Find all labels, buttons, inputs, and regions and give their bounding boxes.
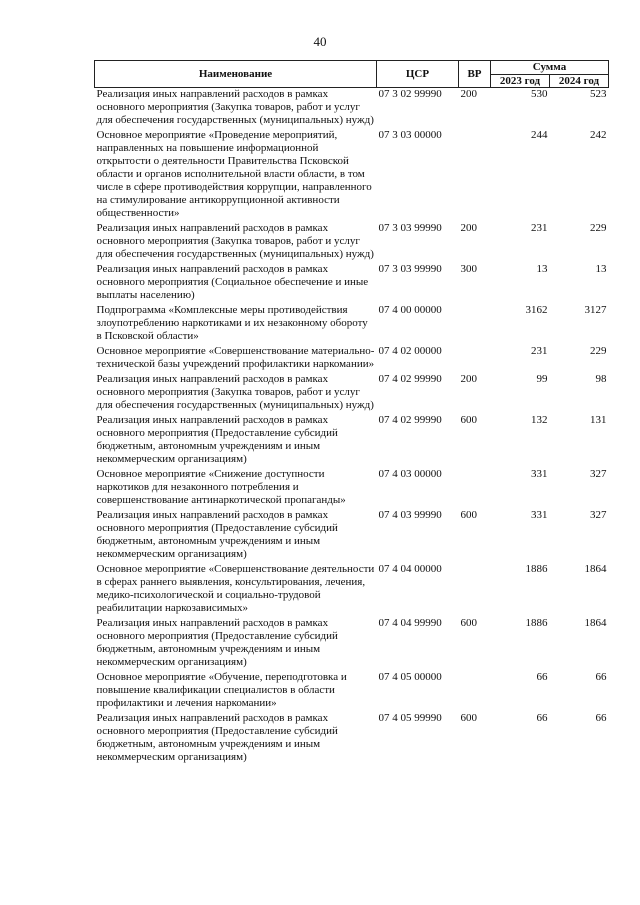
row-amount-2024: 229 <box>590 345 607 357</box>
row-vr <box>459 129 491 222</box>
row-code: 07 4 02 99990 <box>378 414 442 426</box>
table-row <box>95 345 609 373</box>
row-name: Реализация иных направлений расходов в рамках основного мероприятия (Предоставление субсидий бюджетным, автономным учреждениям и иным некоммерческим организациям) <box>96 617 338 668</box>
row-vr <box>459 304 491 345</box>
table-body <box>95 88 609 767</box>
row-code: 07 4 03 99990 <box>378 509 442 521</box>
row-amount-2023: 1886 <box>525 563 548 575</box>
row-name: Основное мероприятие «Обучение, переподготовка и повышение квалификации специалистов в области профилактики и лечения наркомании» <box>96 671 347 709</box>
budget-table <box>94 60 609 766</box>
row-amount-2023: 331 <box>531 509 548 521</box>
row-amount-2024: 3127 <box>584 304 607 316</box>
row-code: 07 4 03 00000 <box>378 468 442 480</box>
row-amount-2024: 327 <box>590 468 607 480</box>
row-vr: 200 <box>460 373 477 385</box>
table-row <box>95 304 609 345</box>
row-amount-2023: 66 <box>536 671 548 683</box>
row-amount-2024: 13 <box>595 263 607 275</box>
table-row <box>95 509 609 563</box>
row-code: 07 4 05 00000 <box>378 671 442 683</box>
table-row <box>95 563 609 617</box>
row-code: 07 4 02 00000 <box>378 345 442 357</box>
table-row <box>95 712 609 766</box>
row-vr <box>459 468 491 509</box>
table-row <box>95 263 609 304</box>
page-number: 40 <box>313 34 327 49</box>
header-sum: Сумма <box>491 61 609 75</box>
header-year-2024: 2024 год <box>550 74 609 88</box>
row-name: Реализация иных направлений расходов в рамках основного мероприятия (Закупка товаров, работ и услуг для обеспечения государственных (муниципальных) нужд) <box>96 88 374 126</box>
row-amount-2023: 99 <box>536 373 548 385</box>
row-amount-2023: 3162 <box>525 304 548 316</box>
row-code: 07 4 04 99990 <box>378 617 442 629</box>
row-amount-2024: 242 <box>590 129 607 141</box>
row-name: Реализация иных направлений расходов в рамках основного мероприятия (Предоставление субсидий бюджетным, автономным учреждениям и иным некоммерческим организациям) <box>96 712 338 763</box>
table-row <box>95 373 609 414</box>
row-vr: 200 <box>460 222 477 234</box>
row-name: Реализация иных направлений расходов в рамках основного мероприятия (Закупка товаров, работ и услуг для обеспечения государственных (муниципальных) нужд) <box>96 222 374 260</box>
row-code: 07 3 03 00000 <box>378 129 442 141</box>
row-amount-2024: 131 <box>590 414 607 426</box>
row-name: Основное мероприятие «Проведение мероприятий, направленных на повышение информационной открытости о деятельности Правительства Псковской области и органов исполнительной власти области, в том числе в сфере противодействия коррупции, направленного на стимулирование антикоррупционной активности общественности» <box>96 129 372 219</box>
table-row <box>95 671 609 712</box>
header-code: ЦСР <box>377 61 459 88</box>
row-name: Основное мероприятие «Снижение доступности наркотиков для незаконного потребления и совершенствование антинаркотической пропаганды» <box>96 468 346 506</box>
row-vr: 600 <box>460 509 477 521</box>
table-row <box>95 222 609 263</box>
row-amount-2024: 327 <box>590 509 607 521</box>
row-code: 07 4 04 00000 <box>378 563 442 575</box>
row-amount-2024: 1864 <box>584 563 607 575</box>
row-amount-2024: 98 <box>595 373 607 385</box>
header-vr: ВР <box>459 61 491 88</box>
row-code: 07 3 03 99990 <box>378 263 442 275</box>
row-amount-2024: 66 <box>595 671 607 683</box>
row-name: Подпрограмма «Комплексные меры противодействия злоупотреблению наркотиками и их незаконному обороту в Псковской области» <box>96 304 368 342</box>
row-name: Реализация иных направлений расходов в рамках основного мероприятия (Предоставление субсидий бюджетным, автономным учреждениям и иным некоммерческим организациям) <box>96 414 338 465</box>
header-name: Наименование <box>95 61 377 88</box>
table-row <box>95 617 609 671</box>
row-amount-2023: 1886 <box>525 617 548 629</box>
row-code: 07 4 02 99990 <box>378 373 442 385</box>
row-amount-2023: 132 <box>531 414 548 426</box>
row-amount-2023: 13 <box>536 263 548 275</box>
header-year-2023: 2023 год <box>491 74 550 88</box>
table-row <box>95 129 609 222</box>
row-amount-2024: 66 <box>595 712 607 724</box>
row-vr: 200 <box>460 88 477 100</box>
row-amount-2024: 523 <box>590 88 607 100</box>
row-code: 07 3 02 99990 <box>378 88 442 100</box>
row-amount-2023: 66 <box>536 712 548 724</box>
row-name: Основное мероприятие «Совершенствование деятельности в сферах раннего выявления, консультирования, лечения, медико-психологической и социально-трудовой реабилитации наркозависимых» <box>96 563 375 614</box>
row-amount-2023: 530 <box>531 88 548 100</box>
table-row <box>95 468 609 509</box>
row-code: 07 3 03 99990 <box>378 222 442 234</box>
row-name: Реализация иных направлений расходов в рамках основного мероприятия (Социальное обеспечение и иные выплаты населению) <box>96 263 369 301</box>
row-vr: 300 <box>460 263 477 275</box>
row-vr: 600 <box>460 712 477 724</box>
row-code: 07 4 00 00000 <box>378 304 442 316</box>
row-name: Реализация иных направлений расходов в рамках основного мероприятия (Предоставление субсидий бюджетным, автономным учреждениям и иным некоммерческим организациям) <box>96 509 338 560</box>
row-vr: 600 <box>460 414 477 426</box>
row-vr <box>459 563 491 617</box>
row-amount-2023: 231 <box>531 345 548 357</box>
row-vr <box>459 345 491 373</box>
row-amount-2023: 331 <box>531 468 548 480</box>
row-amount-2024: 1864 <box>584 617 607 629</box>
row-vr <box>459 671 491 712</box>
row-name: Основное мероприятие «Совершенствование материально-технической базы учреждений профилактики наркомании» <box>96 345 375 370</box>
row-amount-2023: 231 <box>531 222 548 234</box>
table-row <box>95 414 609 468</box>
row-amount-2024: 229 <box>590 222 607 234</box>
row-amount-2023: 244 <box>531 129 548 141</box>
row-code: 07 4 05 99990 <box>378 712 442 724</box>
row-name: Реализация иных направлений расходов в рамках основного мероприятия (Закупка товаров, работ и услуг для обеспечения государственных (муниципальных) нужд) <box>96 373 374 411</box>
table-row <box>95 88 609 130</box>
row-vr: 600 <box>460 617 477 629</box>
